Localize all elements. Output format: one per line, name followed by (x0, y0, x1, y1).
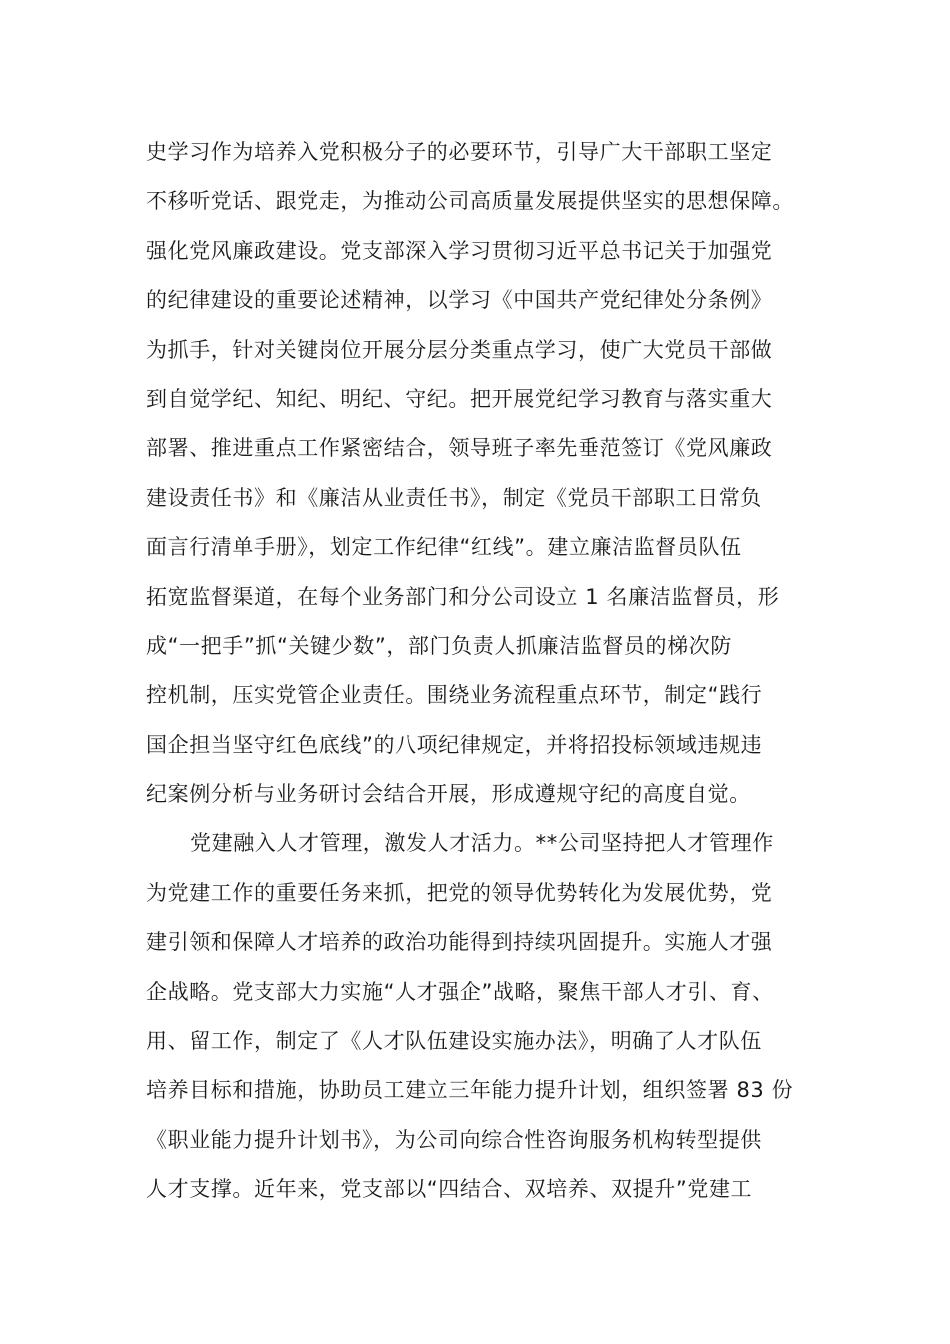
text-line: 用、留工作，制定了《人才队伍建设实施办法》，明确了人才队伍 (146, 1029, 762, 1054)
text-line: 的纪律建设的重要论述精神，以学习《中国共产党纪律处分条例》 (146, 288, 773, 313)
text-line: 企战略。党支部大力实施“人才强企”战略，聚焦干部人才引、育、 (146, 979, 774, 1004)
text-line: 建设责任书》和《廉洁从业责任书》，制定《党员干部职工日常负 (146, 485, 762, 510)
text-line: 国企担当坚守红色底线”的八项纪律规定，并将招投标领域违规违 (146, 732, 763, 757)
text-line: 纪案例分析与业务研讨会结合开展，形成遵规守纪的高度自觉。 (146, 782, 751, 807)
text-line: 强化党风廉政建设。党支部深入学习贯彻习近平总书记关于加强党 (146, 238, 773, 263)
paragraph-first-line: 党建融入人才管理，激发人才活力。**公司坚持把人才管理作 (190, 831, 774, 856)
body-text (146, 128, 826, 1215)
text-line: 不移听党话、跟党走，为推动公司高质量发展提供坚实的思想保障。 (146, 189, 794, 214)
text-line: 人才支撑。近年来，党支部以“四结合、双培养、双提升”党建工 (146, 1177, 753, 1202)
text-line: 史学习作为培养入党积极分子的必要环节，引导广大干部职工坚定 (146, 140, 773, 164)
text-line: 建引领和保障人才培养的政治功能得到持续巩固提升。实施人才强 (146, 930, 773, 955)
text-line: 成“一把手”抓“关键少数”，部门负责人抓廉洁监督员的梯次防 (146, 633, 732, 658)
text-line: 《职业能力提升计划书》，为公司向综合性咨询服务机构转型提供 (146, 1127, 762, 1152)
text-line: 拓宽监督渠道，在每个业务部门和分公司设立 1 名廉洁监督员，形 (146, 584, 780, 609)
text-line: 为党建工作的重要任务来抓，把党的领导优势转化为发展优势，党 (146, 880, 773, 905)
text-line: 部署、推进重点工作紧密结合，领导班子率先垂范签订《党风廉政 (146, 436, 773, 461)
text-line: 面言行清单手册》，划定工作纪律“红线”。建立廉洁监督员队伍 (146, 535, 742, 560)
text-line: 培养目标和措施，协助员工建立三年能力提升计划，组织签署 83 份 (146, 1078, 794, 1103)
text-line: 到自觉学纪、知纪、明纪、守纪。把开展党纪学习教育与落实重大 (146, 386, 773, 411)
text-line: 控机制，压实党管企业责任。围绕业务流程重点环节，制定“践行 (146, 683, 763, 708)
text-line: 为抓手，针对关键岗位开展分层分类重点学习，使广大党员干部做 (146, 337, 773, 362)
